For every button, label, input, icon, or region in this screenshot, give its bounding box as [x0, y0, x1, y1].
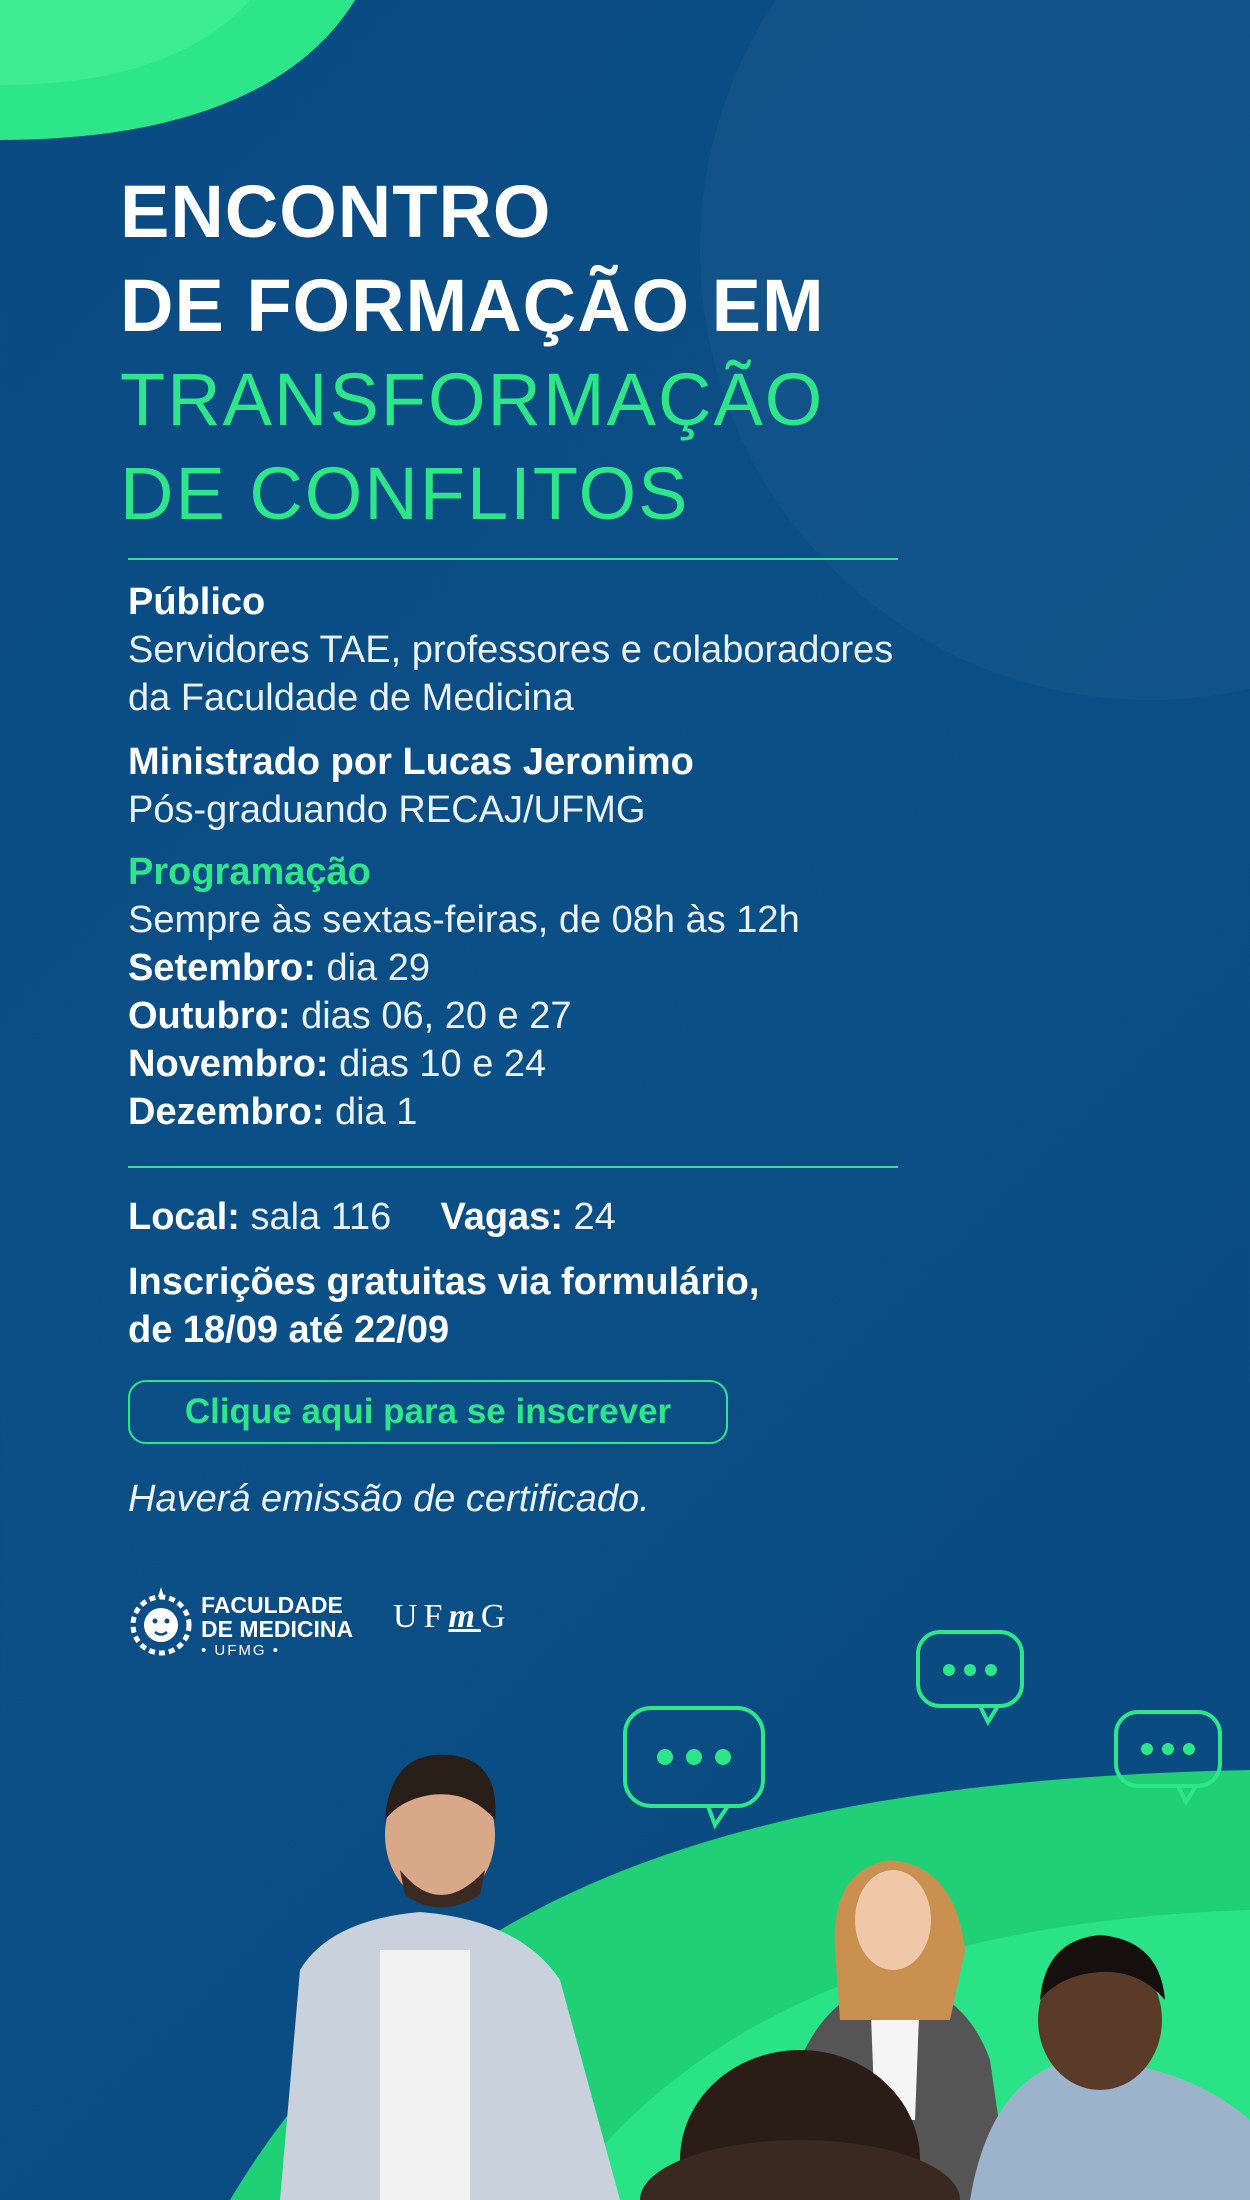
inscricoes-line-2: de 18/09 até 22/09: [128, 1309, 450, 1351]
chat-bubble-icon: [625, 1708, 763, 1825]
chat-bubble-dots: [1141, 1743, 1195, 1755]
fm-logo-line-2: DE MEDICINA: [201, 1616, 354, 1642]
schedule-days: dias 10 e 24: [339, 1043, 547, 1085]
title-line-3: TRANSFORMAÇÃO: [120, 358, 825, 441]
schedule-month: Outubro:: [128, 995, 291, 1037]
people-illustration: [0, 1620, 1250, 2200]
publico-text-1: Servidores TAE, professores e colaboradores: [128, 629, 894, 671]
schedule-row: [128, 1040, 1128, 1088]
chat-bubble-dots: [657, 1749, 731, 1765]
schedule-month: Novembro:: [128, 1043, 329, 1085]
schedule-days: dia 29: [326, 947, 431, 989]
schedule-month: Dezembro:: [128, 1091, 325, 1133]
divider-bottom: [128, 1166, 898, 1168]
ufmg-logo-m: m: [448, 1598, 481, 1635]
ufmg-logo-uf: UF: [393, 1598, 449, 1635]
programacao-section: [128, 848, 1128, 1136]
ministrado-section: [128, 738, 1128, 834]
schedule-days: dias 06, 20 e 27: [301, 995, 572, 1037]
chat-bubble-dots: [943, 1664, 997, 1676]
vagas-value: 24: [573, 1196, 616, 1238]
certificate-note: Haverá emissão de certificado.: [128, 1478, 650, 1520]
local-value: sala 116: [250, 1196, 392, 1238]
vagas-label: Vagas:: [440, 1196, 563, 1238]
publico-label: Público: [128, 581, 266, 623]
schedule-month: Setembro:: [128, 947, 316, 989]
fm-logo-line-1: FACULDADE: [201, 1592, 343, 1618]
title-line-1: ENCONTRO: [120, 170, 552, 253]
register-button[interactable]: Clique aqui para se inscrever: [128, 1380, 728, 1444]
ufmg-logo-g: G: [480, 1598, 512, 1635]
programacao-text: Sempre às sextas-feiras, de 08h às 12h: [128, 899, 800, 941]
programacao-label: Programação: [128, 851, 371, 893]
top-left-arc-decoration: [0, 0, 380, 150]
title-line-4: DE CONFLITOS: [120, 452, 690, 535]
local-vagas-row: [128, 1193, 1128, 1241]
schedule-row: [128, 944, 1128, 992]
title-line-2: DE FORMAÇÃO EM: [120, 264, 825, 347]
inscricoes-section: [128, 1258, 1128, 1354]
schedule-row: [128, 1088, 1128, 1136]
divider-top: [128, 558, 898, 560]
local-label: Local:: [128, 1196, 240, 1238]
publico-text-2: da Faculdade de Medicina: [128, 677, 574, 719]
publico-section: [128, 578, 1128, 722]
schedule-row: [128, 992, 1128, 1040]
schedule-days: dia 1: [334, 1091, 418, 1133]
ministrado-text: Pós-graduando RECAJ/UFMG: [128, 789, 646, 831]
fm-logo-sub: • UFMG •: [201, 1642, 280, 1659]
ministrado-label: Ministrado por Lucas Jeronimo: [128, 741, 694, 783]
inscricoes-line-1: Inscrições gratuitas via formulário,: [128, 1261, 760, 1303]
chat-bubble-icon: [918, 1632, 1022, 1722]
event-title: [120, 165, 1120, 541]
